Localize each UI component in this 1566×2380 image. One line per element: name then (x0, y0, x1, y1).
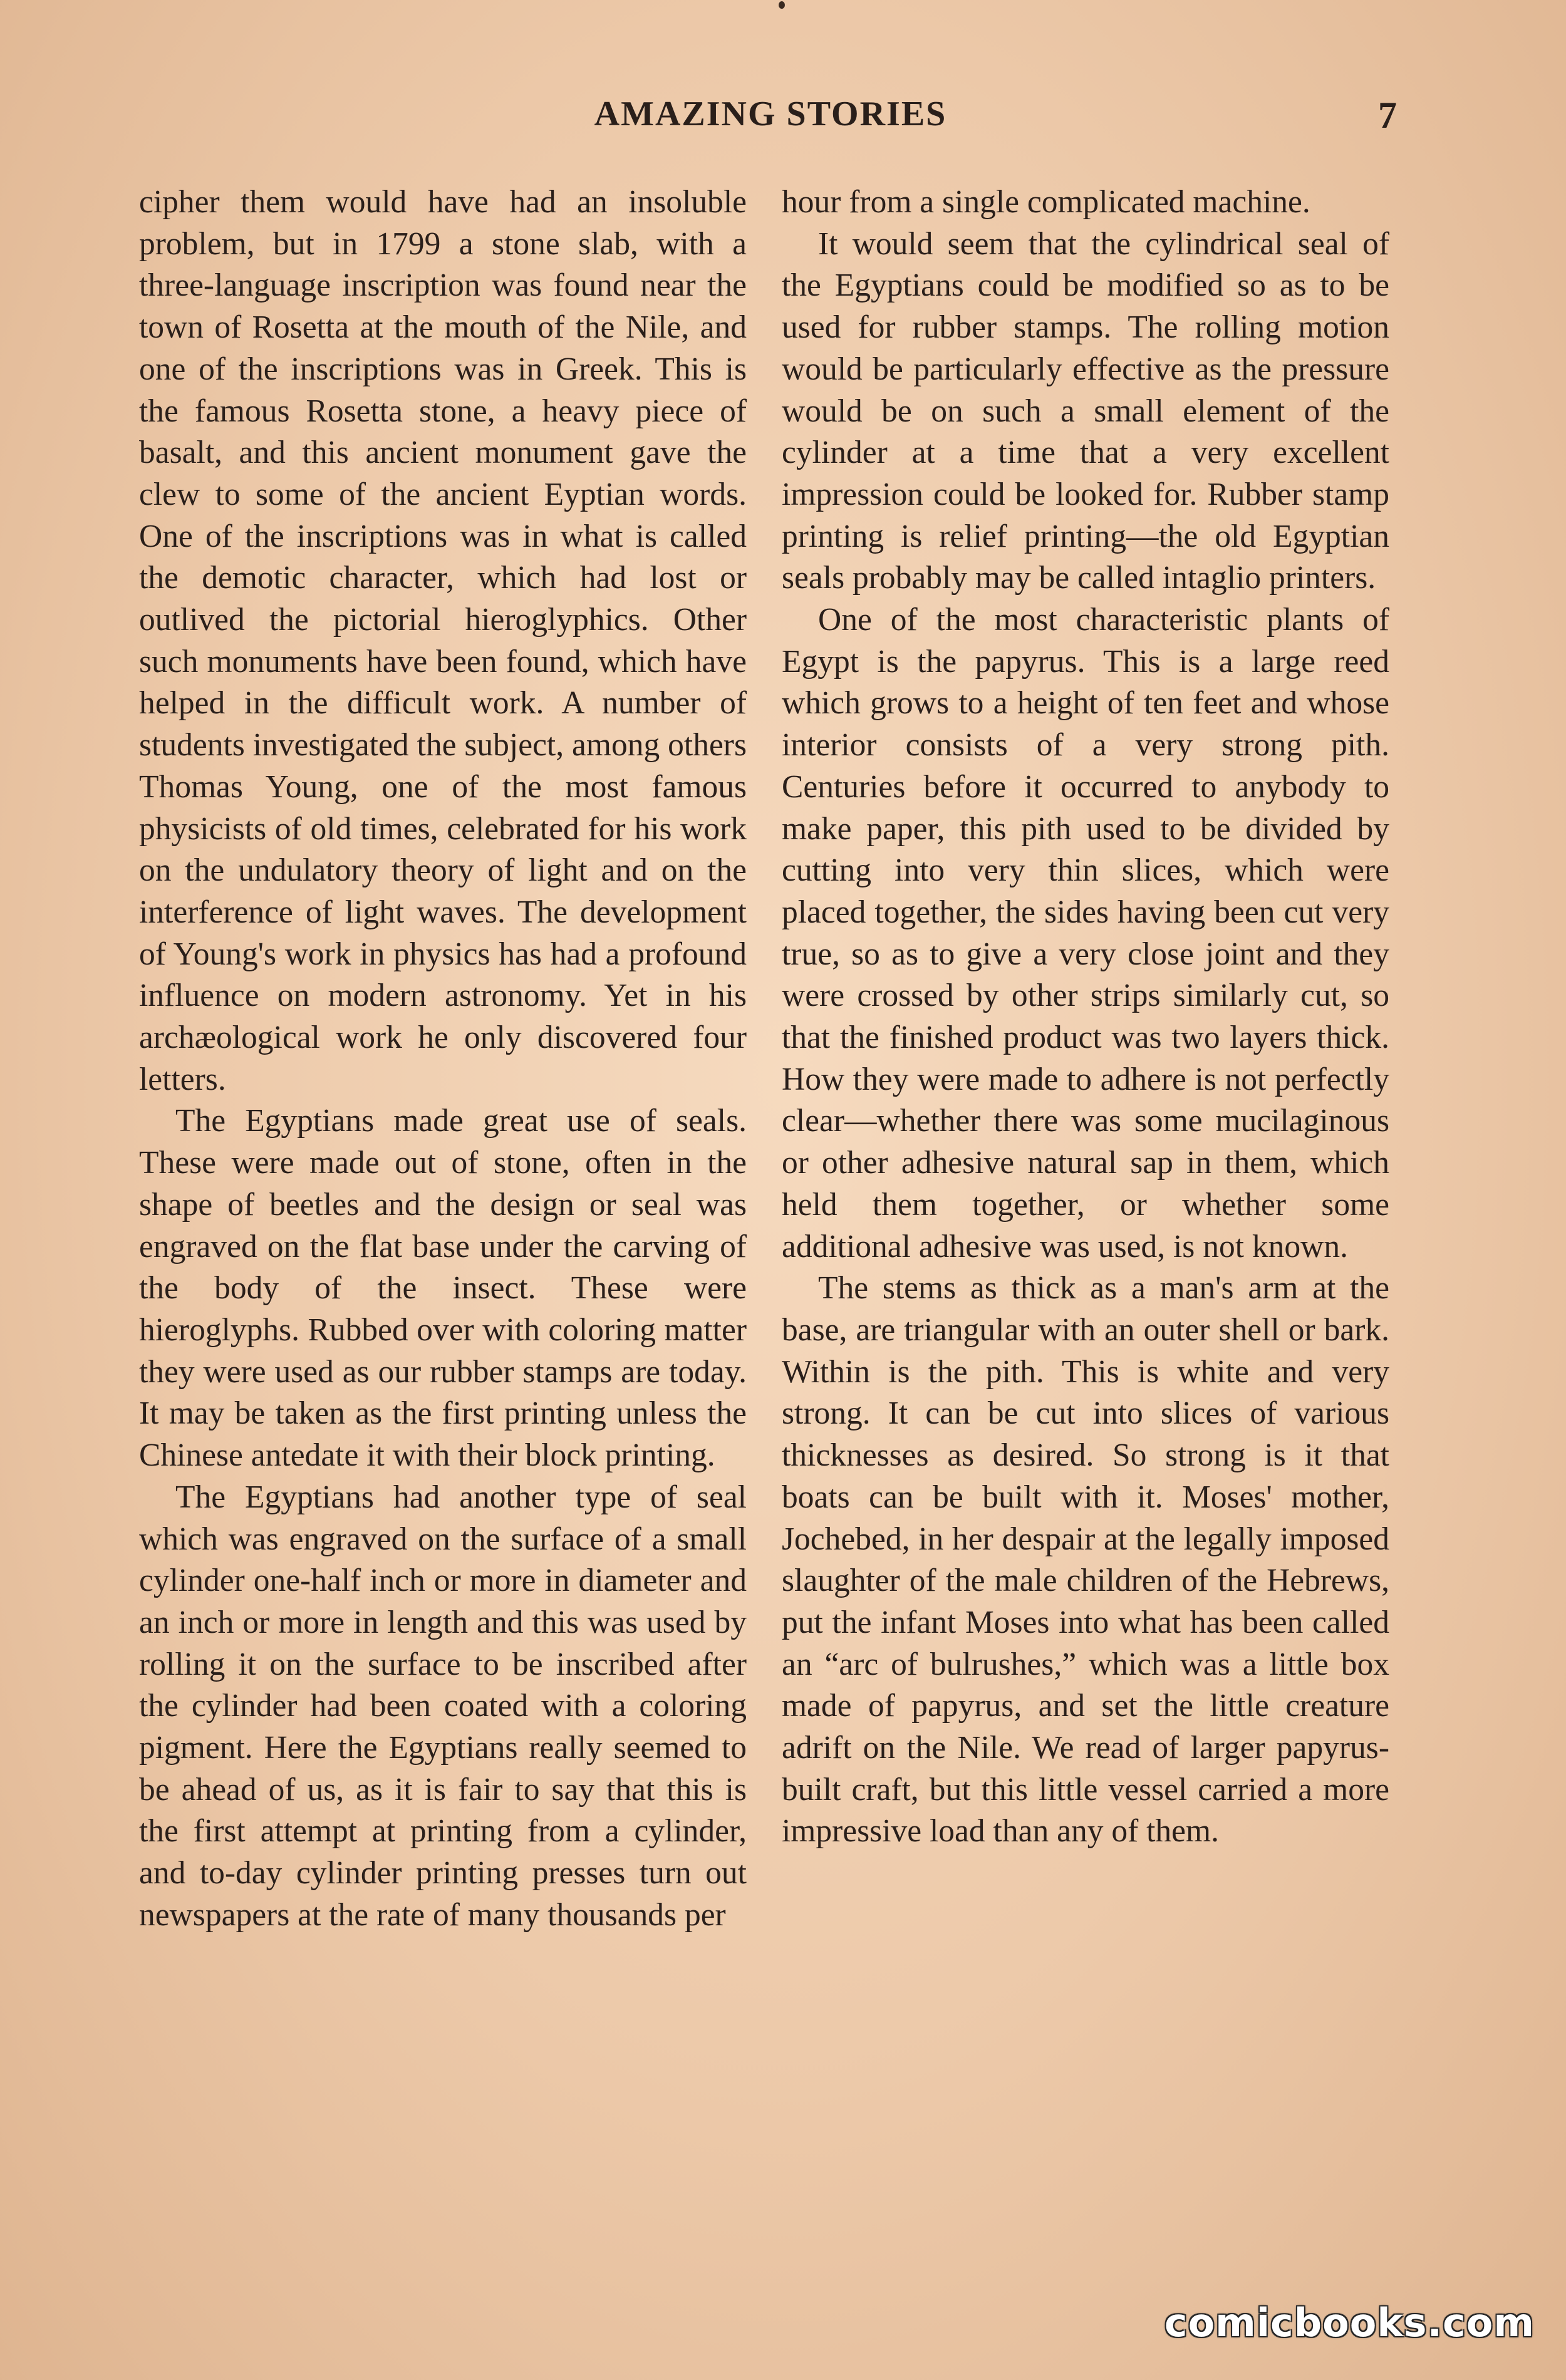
body-paragraph: It would seem that the cylindrical seal of the Egyptians could be modified so as to be used for rubber stamps. The rolling motion would be particularly effective as the pressure would be on such a small element of the cylinder at a time that a very excellent impression could be looked for. Rubber stamp printing is relief printing—the old Egyptian seals probably may be called intaglio printers. (782, 225, 1389, 596)
site-watermark: comicbooks.com (1164, 2300, 1535, 2346)
page-speck (779, 1, 785, 9)
body-paragraph: cipher them would have had an insoluble problem, but in 1799 a stone slab, with a three-language inscription was found near the town of Rosetta at the mouth of the Nile, and one of the inscriptions was in Greek. This is the famous Rosetta stone, a heavy piece of basalt, and this ancient monument gave the clew to some of the ancient Eyptian words. One of the inscriptions was in what is called the demotic character, which had lost or outlived the pictorial hieroglyphics. Other such monuments have been found, which have helped in the difficult work. A number of students investigated the subject, among others Thomas Young, one of the most famous physicists of old times, celebrated for his work on the undulatory theory of light and on the interference of light waves. The development of Young's work in physics has had a profound influence on modern astronomy. Yet in his archæological work he only discovered four letters. (139, 184, 747, 1097)
running-head: AMAZING STORIES (594, 95, 947, 133)
body-paragraph: The Egyptians had another type of seal which was engraved on the surface of a small cylinder one-half inch or more in diameter and an inch or more in length and this was used by rolling it on the surface to be inscribed after the cylinder had been coated with a coloring pigment. Here the Egyptians really seemed to be ahead of us, as it is fair to say that this is the first attempt at printing from a cylinder, and to-day cylinder printing presses turn out newspapers at the rate of many thousands per (139, 1479, 747, 1933)
page-number: 7 (1378, 95, 1397, 136)
left-column (139, 182, 747, 1937)
body-paragraph: The stems as thick as a man's arm at the base, are triangular with an outer shell or bark. Within is the pith. This is white and very strong. It can be cut into slices of various thicknesses as desired. So strong is it that boats can be built with it. Moses' mother, Jochebed, in her despair at the legally imposed slaughter of the male children of the Hebrews, put the infant Moses into what has been called an “arc of bulrushes,” which was a little box made of papyrus, and set the little creature adrift on the Nile. We read of larger papyrus-built craft, but this little vessel carried a more impressive load than any of them. (782, 1270, 1389, 1850)
body-paragraph: The Egyptians made great use of seals. These were made out of stone, often in the shape of beetles and the design or seal was engraved on the flat base under the carving of the body of the insect. These were hieroglyphs. Rubbed over with coloring matter they were used as our rubber stamps are today. It may be taken as the first printing unless the Chinese antedate it with their block printing. (139, 1103, 747, 1474)
right-column (782, 182, 1389, 1853)
page-header (144, 94, 1397, 150)
body-paragraph: hour from a single complicated machine. (782, 184, 1310, 220)
body-paragraph: One of the most characteristic plants of Egypt is the papyrus. This is a large reed which grows to a height of ten feet and whose interior consists of a very strong pith. Centuries before it occurred to anybody to make paper, this pith used to be divided by cutting into very thin slices, which were placed together, the sides having been cut very true, so as to give a very close joint and they were crossed by other strips similarly cut, so that the finished product was two layers thick. How they were made to adhere is not perfectly clear—whether there was some mucilaginous or other adhesive natural sap in them, which held them together, or whether some additional adhesive was used, is not known. (782, 602, 1389, 1265)
